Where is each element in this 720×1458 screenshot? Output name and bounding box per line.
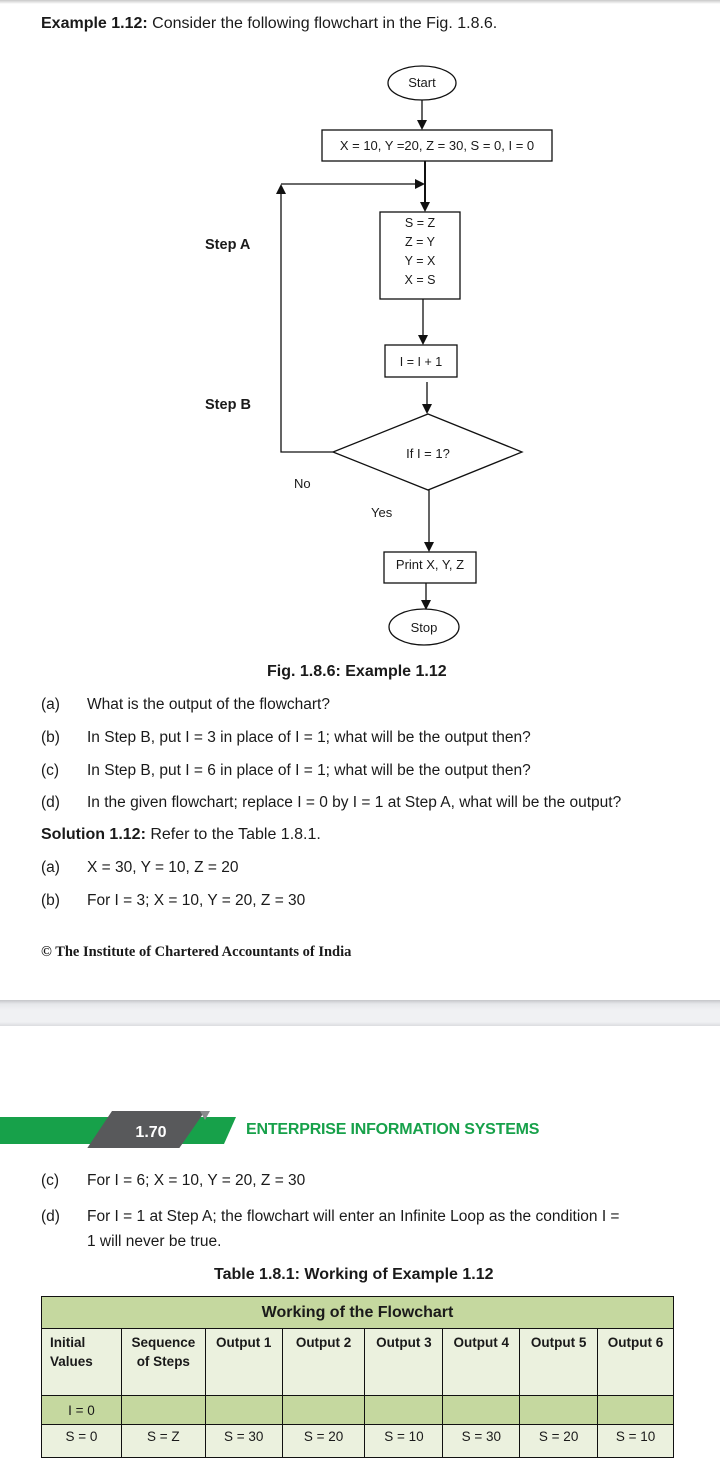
header-output-3: Output 3 <box>365 1329 443 1396</box>
working-table <box>41 1296 674 1458</box>
question-label: (b) <box>41 729 60 746</box>
table-cell: S = 10 <box>365 1425 443 1458</box>
answer-d <box>41 1208 619 1226</box>
loop-back-line <box>281 186 333 452</box>
step-a-label: Step A <box>205 237 251 253</box>
print-label: Print X, Y, Z <box>395 557 465 572</box>
header-output-5: Output 5 <box>520 1329 598 1396</box>
start-label: Start <box>408 75 436 90</box>
table-cell <box>121 1396 205 1425</box>
answer-label: (a) <box>41 859 60 876</box>
table-cell <box>520 1396 598 1425</box>
header-line: of Steps <box>136 1354 190 1369</box>
step-a-line-2: Z = Y <box>405 235 435 249</box>
question-d <box>41 794 621 812</box>
decision-label: If I = 1? <box>406 446 450 461</box>
header-line: Initial <box>50 1335 86 1350</box>
header-line: Values <box>50 1354 93 1369</box>
answer-d-continuation: 1 will never be true. <box>87 1233 222 1250</box>
table-row <box>42 1396 674 1425</box>
flowchart <box>0 0 720 660</box>
stop-label: Stop <box>410 620 438 635</box>
step-a-line-1: S = Z <box>404 216 436 230</box>
answer-label: (b) <box>41 892 60 909</box>
step-b-label: Step B <box>205 397 251 413</box>
yes-label: Yes <box>371 505 393 520</box>
answer-text: For I = 1 at Step A; the flowchart will enter an Infinite Loop as the condition I = <box>87 1208 620 1225</box>
table-cell <box>365 1396 443 1425</box>
question-text: In Step B, put I = 3 in place of I = 1; what will be the output then? <box>87 729 531 746</box>
page-header-band <box>0 1108 240 1148</box>
answer-text: For I = 6; X = 10, Y = 20, Z = 30 <box>87 1172 306 1189</box>
answer-text: X = 30, Y = 10, Z = 20 <box>87 859 239 876</box>
question-label: (c) <box>41 762 60 779</box>
solution-heading-text: Refer to the Table 1.8.1. <box>145 826 321 843</box>
step-a-line-4: X = S <box>404 273 436 287</box>
question-label: (a) <box>41 696 60 713</box>
example-heading-text: Consider the following flowchart in the Fig. 1.8.6. <box>147 15 498 32</box>
table-cell: S = 20 <box>520 1425 598 1458</box>
question-b <box>41 729 531 747</box>
table-cell: I = 0 <box>42 1396 122 1425</box>
table-cell: S = 10 <box>598 1425 674 1458</box>
table-cell <box>598 1396 674 1425</box>
chapter-title: ENTERPRISE INFORMATION SYSTEMS <box>246 1121 540 1138</box>
header-output-2: Output 2 <box>282 1329 365 1396</box>
table-header-row <box>42 1329 674 1396</box>
answer-text: For I = 3; X = 10, Y = 20, Z = 30 <box>87 892 306 909</box>
header-sequence-of-steps <box>121 1329 205 1396</box>
question-text: What is the output of the flowchart? <box>87 696 330 713</box>
answer-b <box>41 892 305 910</box>
answer-label: (d) <box>41 1208 60 1225</box>
table-cell <box>282 1396 365 1425</box>
table-cell <box>205 1396 282 1425</box>
table-cell: S = 20 <box>282 1425 365 1458</box>
init-label: X = 10, Y =20, Z = 30, S = 0, I = 0 <box>339 138 535 153</box>
question-text: In the given flowchart; replace I = 0 by I = 1 at Step A, what will be the output? <box>87 794 622 811</box>
solution-heading <box>41 826 321 844</box>
answer-label: (c) <box>41 1172 60 1189</box>
question-label: (d) <box>41 794 60 811</box>
table-row <box>42 1425 674 1458</box>
table-caption: Table 1.8.1: Working of Example 1.12 <box>214 1266 494 1283</box>
question-a <box>41 696 330 714</box>
page-separator <box>0 1000 720 1026</box>
question-text: In Step B, put I = 6 in place of I = 1; what will be the output then? <box>87 762 531 779</box>
page-number: 1.70 <box>135 1124 167 1141</box>
example-heading-bold: Example 1.12: <box>41 15 148 32</box>
table-cell <box>443 1396 520 1425</box>
table-cell: S = 30 <box>205 1425 282 1458</box>
question-c <box>41 762 531 780</box>
header-output-6: Output 6 <box>598 1329 674 1396</box>
answer-c <box>41 1172 305 1190</box>
table-cell: S = 0 <box>42 1425 122 1458</box>
table-cell: S = Z <box>121 1425 205 1458</box>
header-initial-values <box>42 1329 122 1396</box>
copyright-footer: © The Institute of Chartered Accountants of India <box>41 944 352 960</box>
header-output-1: Output 1 <box>205 1329 282 1396</box>
solution-heading-bold: Solution 1.12: <box>41 826 146 843</box>
figure-caption: Fig. 1.8.6: Example 1.12 <box>267 663 447 680</box>
header-line: Sequence <box>131 1335 196 1350</box>
answer-a <box>41 859 239 877</box>
no-label: No <box>294 476 311 491</box>
table-title: Working of the Flowchart <box>42 1297 674 1329</box>
step-a-line-3: Y = X <box>404 254 436 268</box>
table-cell: S = 30 <box>443 1425 520 1458</box>
increment-label: I = I + 1 <box>399 355 443 369</box>
header-output-4: Output 4 <box>443 1329 520 1396</box>
